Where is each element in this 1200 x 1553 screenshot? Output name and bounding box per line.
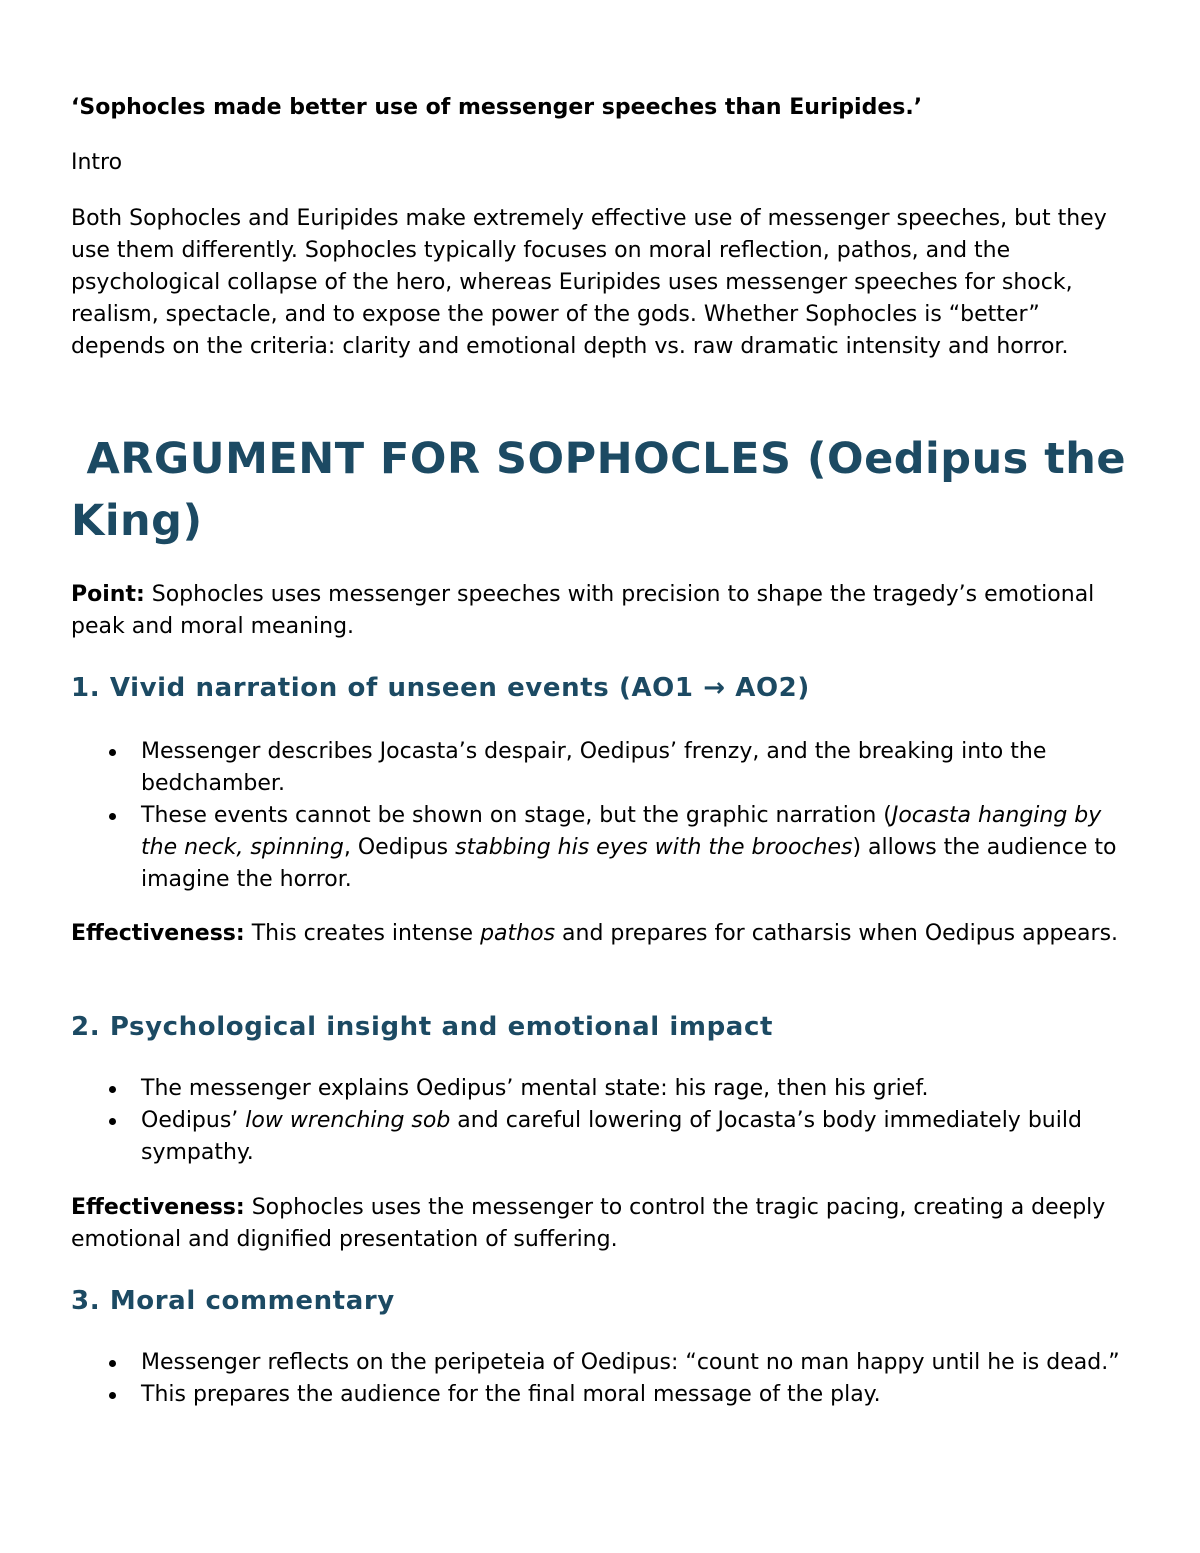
bullet-list [71, 1073, 1131, 1169]
list-item [71, 1105, 1131, 1169]
effectiveness-label: Effectiveness: [71, 921, 245, 946]
effectiveness-text: Sophocles uses the messenger to control the tragic pacing, creating a deeply emotional and dignified presentation of suffering. [71, 1195, 1106, 1252]
main-heading [71, 428, 1151, 552]
list-item-text: and careful lowering of Jocasta’s body immediately build sympathy. [141, 1108, 1082, 1165]
section-heading: 3. Moral commentary [71, 1286, 395, 1316]
list-item-text: ) allows the audience to imagine the horror. [141, 835, 1117, 892]
effectiveness-text: This creates intense [244, 921, 481, 946]
essay-title: ‘Sophocles made better use of messenger speeches than Euripides.’ [71, 95, 923, 120]
bullet-list [71, 736, 1131, 896]
main-heading-text: ARGUMENT FOR SOPHOCLES (Oedipus the King) [71, 434, 1127, 546]
list-item [71, 800, 1131, 896]
quote-italic: stabbing his eyes with the brooches [455, 835, 853, 860]
list-item [71, 1379, 1131, 1411]
bullet-list [71, 1347, 1131, 1411]
point-paragraph [71, 579, 1131, 643]
point-text: Sophocles uses messenger speeches with precision to shape the tragedy’s emotional peak and moral meaning. [71, 582, 1095, 639]
list-item-text: These events cannot be shown on stage, but the graphic narration ( [141, 803, 892, 828]
list-item-text: , Oedipus [343, 835, 456, 860]
section-heading: 2. Psychological insight and emotional impact [71, 1012, 773, 1042]
list-item-text: Messenger describes Jocasta’s despair, Oedipus’ frenzy, and the breaking into the bedchamber. [141, 739, 1047, 796]
effectiveness-label: Effectiveness: [71, 1195, 245, 1220]
list-item-text: Oedipus’ [141, 1108, 246, 1133]
list-item-text: Messenger reflects on the peripeteia of Oedipus: “count no man happy until he is dead.” [141, 1350, 1120, 1375]
term-italic: pathos [480, 921, 556, 946]
list-item [71, 1073, 1131, 1105]
intro-label: Intro [71, 150, 123, 175]
point-label: Point: [71, 582, 145, 607]
list-item-text: The messenger explains Oedipus’ mental state: his rage, then his grief. [141, 1076, 929, 1101]
effectiveness-paragraph [71, 918, 1131, 950]
effectiveness-text: and prepares for catharsis when Oedipus appears. [555, 921, 1119, 946]
list-item-text: This prepares the audience for the final moral message of the play. [141, 1382, 881, 1407]
quote-italic: Jocasta hanging by the neck, spinning [141, 803, 1102, 860]
intro-paragraph: Both Sophocles and Euripides make extremely effective use of messenger speeches, but they use them differently. Sophocles typically focuses on moral reflection, pathos, and the psychological collapse of the hero, whereas Euripides uses messenger speeches for shock, realism, spectacle, and to expose the power of the gods. Whether Sophocles is “better” depends on the criteria: clarity and emotional depth vs. raw dramatic intensity and horror. [71, 206, 1107, 359]
list-item [71, 736, 1131, 800]
section-heading: 1. Vivid narration of unseen events (AO1 → AO2) [71, 673, 810, 703]
effectiveness-paragraph [71, 1192, 1131, 1256]
quote-italic: low wrenching sob [245, 1108, 451, 1133]
list-item [71, 1347, 1131, 1379]
